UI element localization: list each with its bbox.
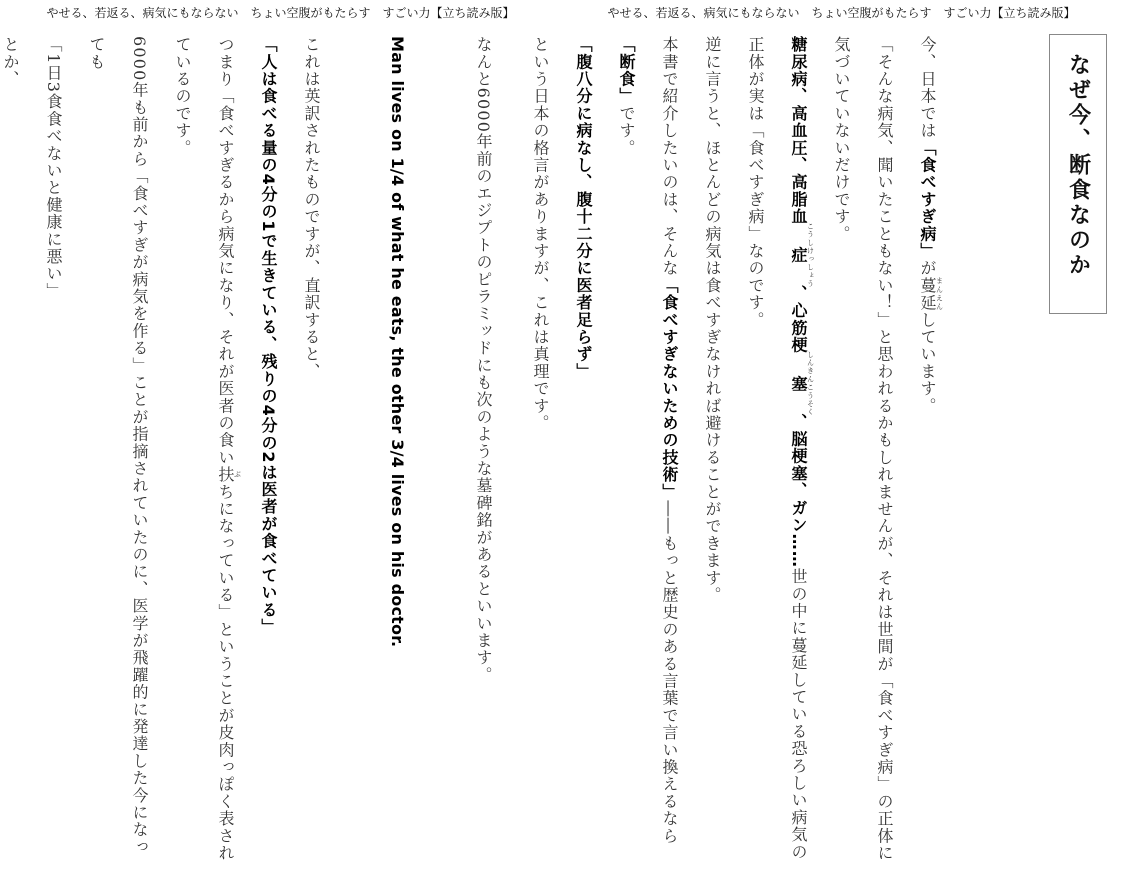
left-page-body [1, 36, 548, 862]
proverb-comment: という日本の格言がありますが、これは真理です。 [531, 36, 550, 432]
proverb: 「腹八分に病なし、腹十二分に医者足らず」 [574, 36, 593, 380]
english-quote: Man lives on 1/4 of what he eats, the other 3/4 lives on his doctor. [388, 36, 407, 648]
history-paragraph: 6000年も前から「食べすぎが病気を作る」ことが指摘されていたのに、医学が飛躍的に発達した今になっても [87, 36, 149, 856]
disease-list-paragraph: 糖尿病、高血圧、高脂血症こうしけっしょう、心筋梗塞しんきんこうそく、脳梗塞、ガン……世の中に蔓延している恐ろしい病気の正体が実は「食べすぎ病」なのです。 [746, 36, 815, 861]
ruby-shinkinkosoku: 塞しんきんこうそく [789, 350, 815, 417]
blank-line [419, 36, 462, 862]
unknown-disease-paragraph: 「そんな病気、聞いたこともない！」と思われるかもしれませんが、それは世間が「食べすぎ病」の正体に気づいていないだけです。 [832, 36, 894, 862]
ruby-fu: 扶ぶ [216, 466, 242, 484]
right-page-body [531, 36, 949, 862]
right-page [531, 0, 1122, 878]
translation-intro: これは英訳されたものですが、直訳すると、 [302, 36, 321, 380]
section-heading-box [1049, 34, 1107, 314]
running-header-right: やせる、若返る、病気にもならない ちょい空腹がもたらす すごい力【立ち読み版】 [607, 6, 1076, 20]
three-meals-quote: 「1日3食食べないと健康に悪い」 [44, 36, 63, 300]
pyramid-paragraph: なんと6000年前のエジプトのピラミッドにも次のような墓碑銘があるといいます。 [474, 36, 493, 684]
disease-list: 糖尿病、高血圧、高脂血症こうしけっしょう、心筋梗塞しんきんこうそく、脳梗塞、ガン…… [789, 36, 815, 569]
blank-line [333, 36, 376, 862]
section-heading: なぜ今、断食なのか [1065, 53, 1091, 278]
toka-line: とか、 [1, 36, 20, 88]
avoidable-paragraph: 逆に言うと、ほとんどの病気は食べすぎなければ避けることができます。 [703, 36, 722, 604]
running-header-left: やせる、若返る、病気にもならない ちょい空腹がもたらす すごい力【立ち読み版】 [46, 6, 515, 20]
ruby-manen: 蔓延まんえん [918, 276, 944, 312]
ruby-koshikessho: 症こうしけっしょう [789, 222, 815, 288]
technique-paragraph: 本書で紹介したいのは、そんな「食べすぎないための技術」――もっと歴史のある言葉で言い換えるなら「断食」です。 [617, 36, 679, 845]
intro-paragraph: 今、日本では「食べすぎ病」が蔓延まんえんしています。 [918, 36, 944, 415]
irony-paragraph: つまり「食べすぎるから病気になり、それが医者の食い扶ぶちになっている」ということが皮肉っぽく表されているのです。 [173, 36, 242, 862]
translation-quote: 「人は食べる量の4分の1で生きている、残りの4分の2は医者が食べている」 [259, 36, 278, 636]
